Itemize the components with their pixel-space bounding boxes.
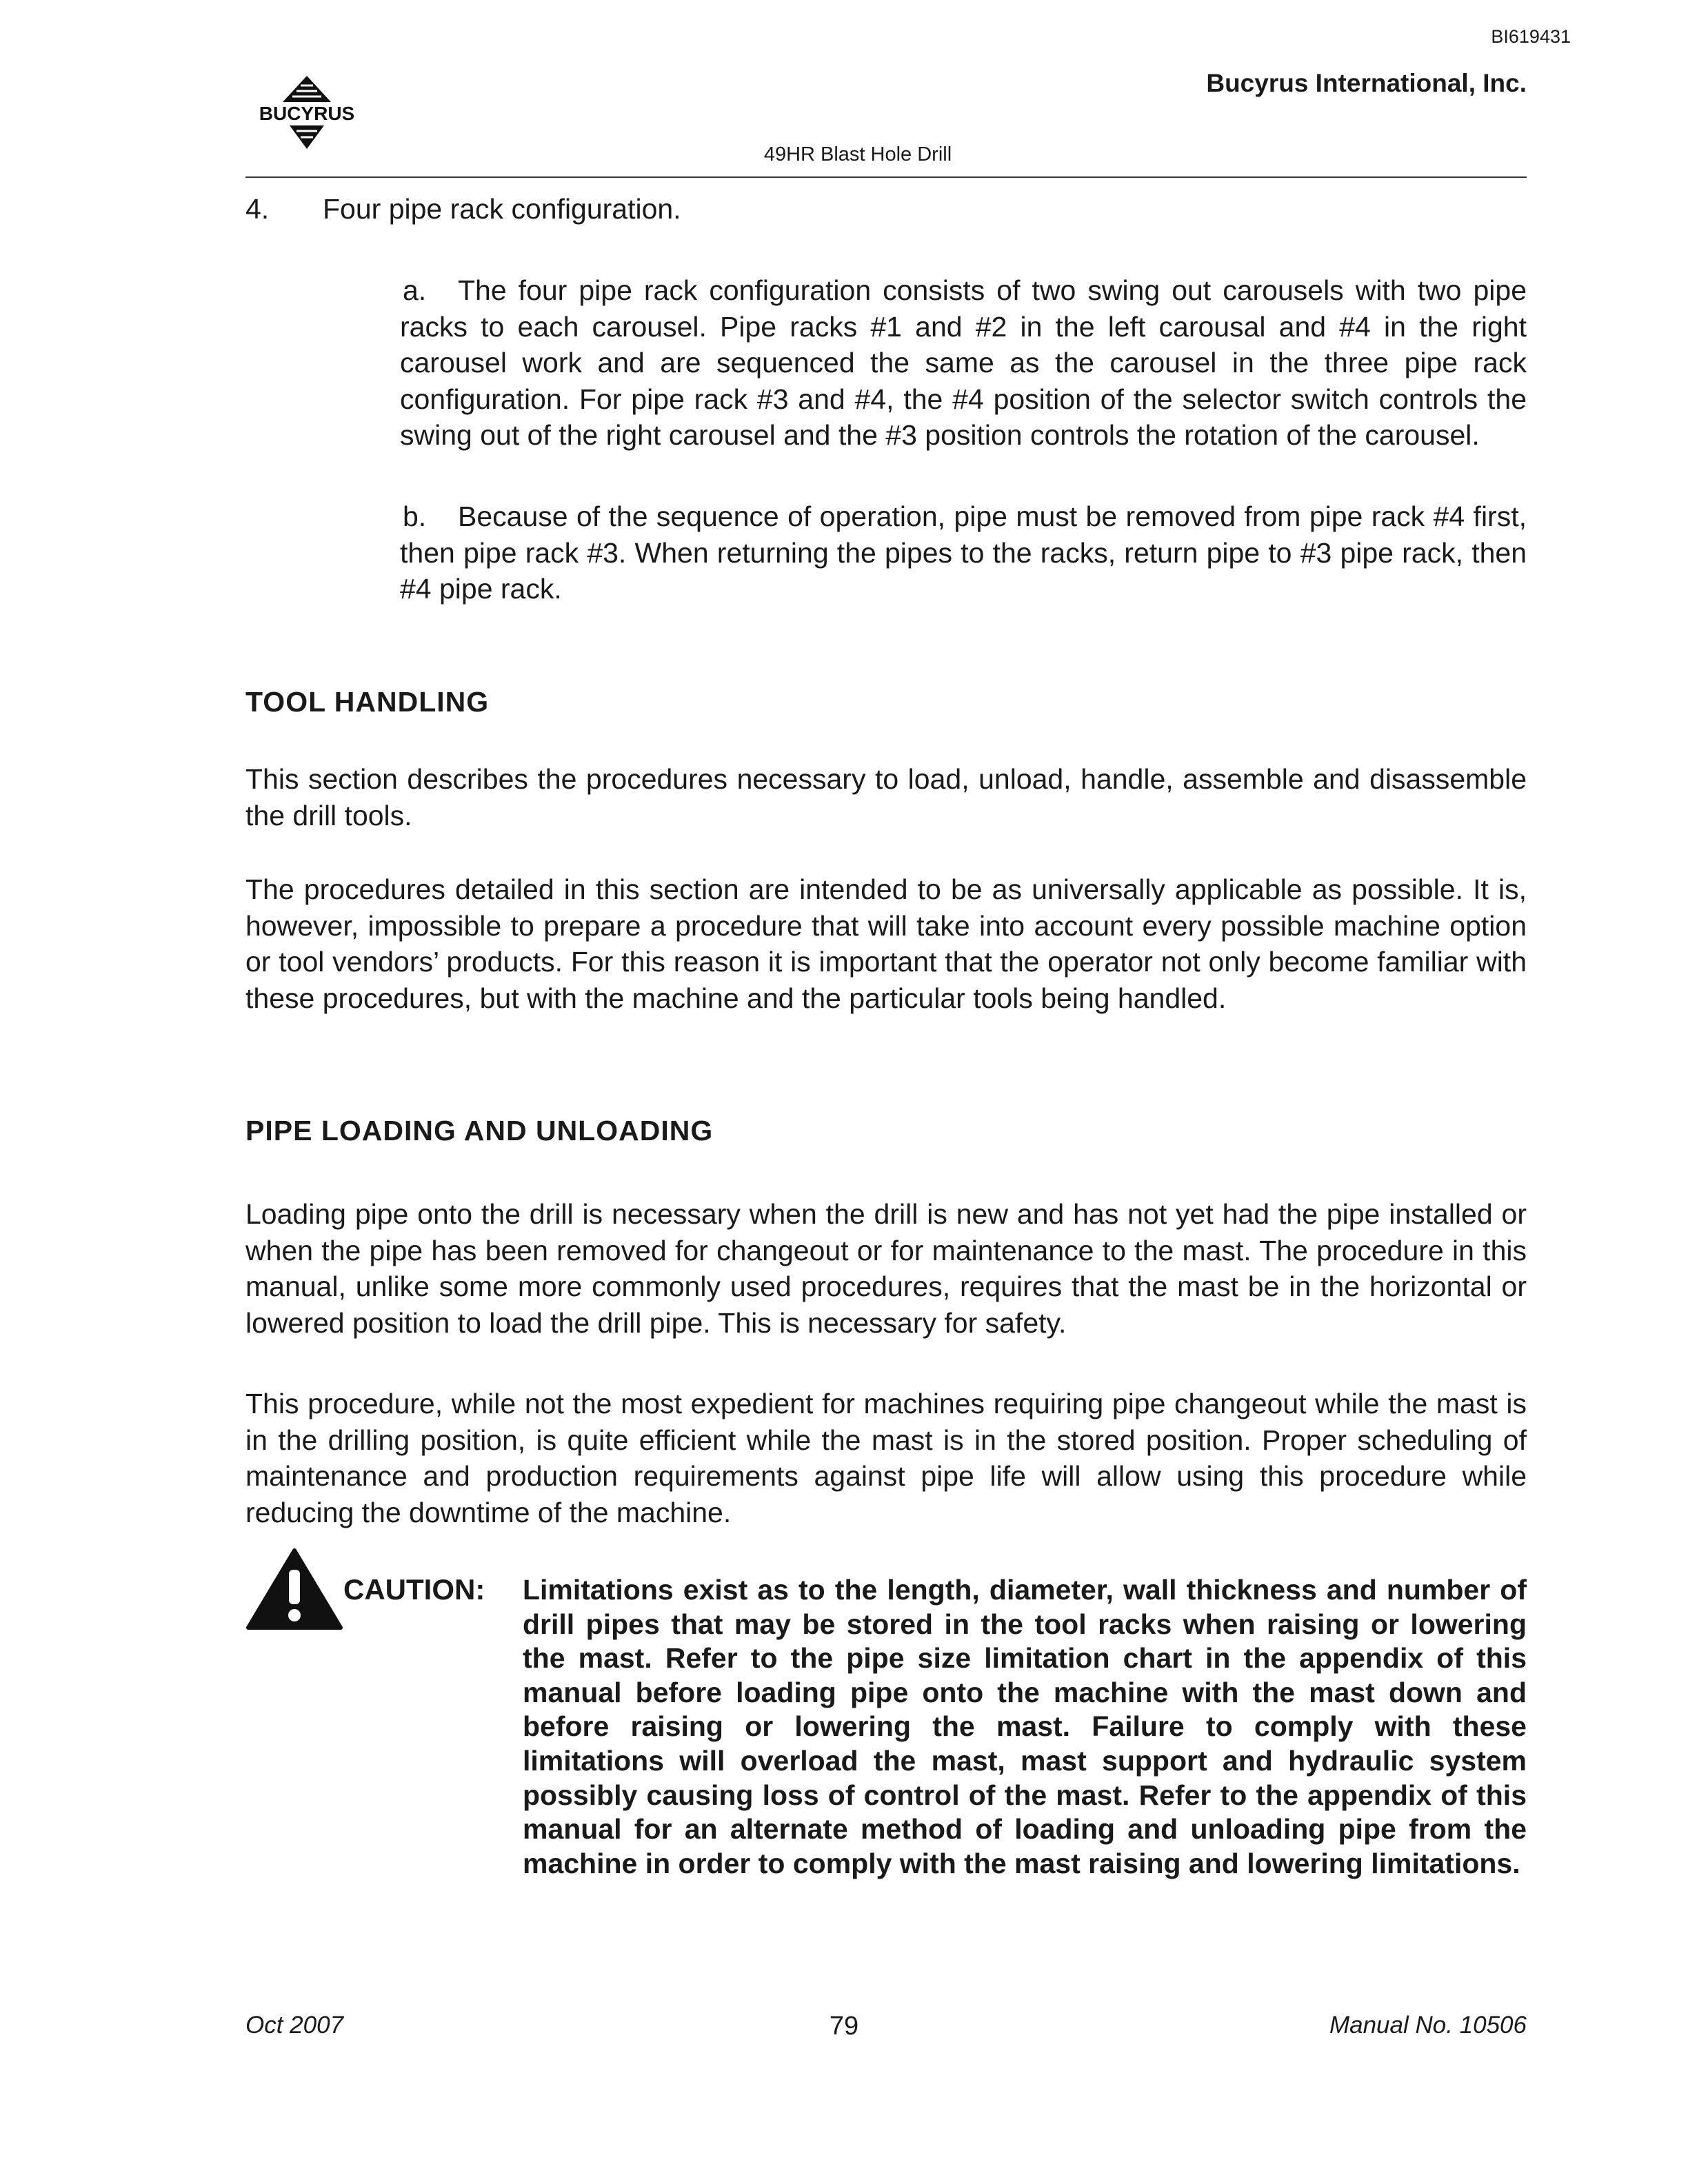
bucyrus-logo	[241, 68, 372, 154]
paragraph: This section describes the procedures necessary to load, unload, handle, assemble and disassemble the drill tools.	[245, 763, 1527, 831]
section-heading-tool-handling: TOOL HANDLING	[245, 686, 490, 718]
subitem-b	[400, 498, 1527, 607]
page-number: 79	[829, 2012, 859, 2041]
subitem-text: Because of the sequence of operation, pipe must be removed from pipe rack #4 first, then pipe rack #3. When returning the pipes to the racks, return pipe to #3 pipe rack, then #4 pipe rack.	[400, 501, 1527, 605]
footer-date: Oct 2007	[245, 2012, 344, 2039]
subitem-a	[400, 272, 1527, 454]
warning-triangle-icon	[245, 1548, 343, 1630]
section-heading-pipe-loading: PIPE LOADING AND UNLOADING	[245, 1115, 714, 1146]
caution-label: CAUTION:	[343, 1573, 485, 1606]
paragraph: Loading pipe onto the drill is necessary when the drill is new and has not yet had the pipe installed or when the pipe has been removed for changeout or for maintenance to the mast. The procedure in this manual, unlike some more commonly used procedures, requires that the mast be in the horizontal or lowered position to load the drill pipe. This is necessary for safety.	[245, 1198, 1527, 1339]
caution-text: Limitations exist as to the length, diameter, wall thickness and number of drill pipes that may be stored in the tool racks when raising or lowering the mast. Refer to the pipe size limitation chart in the appendix of this manual before loading pipe onto the machine with the mast down and before raising or lowering the mast. Failure to comply with these limitations will overload the mast, mast support and hydraulic system possibly causing loss of control of the mast. Refer to the appendix of this manual for an alternate method of loading and unloading pipe from the machine in order to comply with the mast raising and lowering limitations.	[523, 1574, 1527, 1879]
paragraph: The procedures detailed in this section are intended to be as universally applicable as possible. It is, however, impossible to prepare a procedure that will take into account every possible machine option or tool vendors’ products. For this reason it is important that the operator not only become familiar with these procedures, but with the machine and the particular tools being handled.	[245, 873, 1527, 1014]
manual-number: Manual No. 10506	[1329, 2012, 1527, 2039]
subitem-letter: b.	[403, 501, 427, 532]
svg-text:BUCYRUS: BUCYRUS	[259, 103, 355, 124]
item-number: 4.	[245, 193, 270, 225]
item-title: Four pipe rack configuration.	[323, 193, 681, 225]
subitem-text: The four pipe rack configuration consists of two swing out carousels with two pipe racks to each carousel. Pipe racks #1 and #2 in the left carousal and #4 in the right carousel work and are sequenced the same as the carousel in the three pipe rack configuration. For pipe rack #3 and #4, the #4 position of the selector switch controls the swing out of the right carousel and the #3 position controls the rotation of the carousel.	[400, 274, 1527, 451]
subitem-letter: a.	[403, 274, 427, 306]
company-name: Bucyrus International, Inc.	[1206, 69, 1527, 97]
product-name: 49HR Blast Hole Drill	[763, 143, 952, 165]
document-id: BI619431	[1491, 26, 1571, 47]
paragraph: This procedure, while not the most expedient for machines requiring pipe changeout while the mast is in the drilling position, is quite efficient while the mast is in the stored position. Proper scheduling of maintenance and production requirements against pipe life will allow using this procedure while reducing the downtime of the machine.	[245, 1388, 1527, 1528]
header-divider	[245, 176, 1527, 178]
